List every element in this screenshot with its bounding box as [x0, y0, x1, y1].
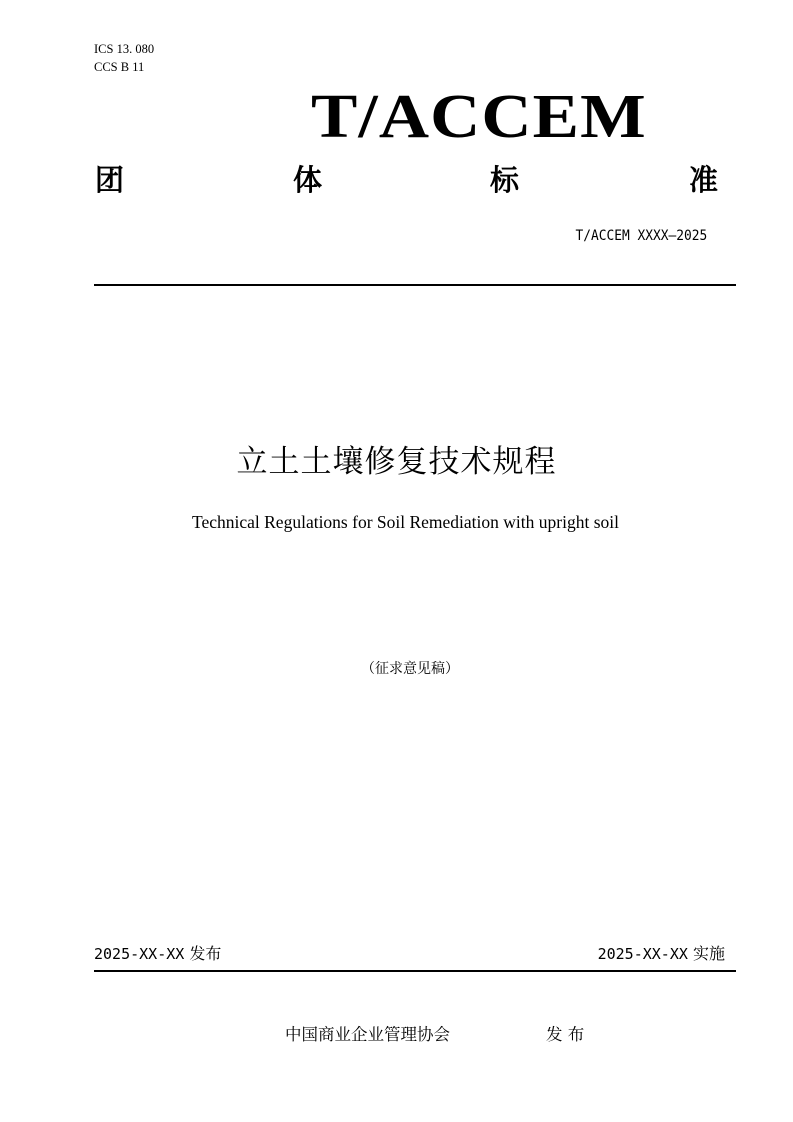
publish-date: 2025-XX-XX — [94, 945, 185, 963]
effective-date-line — [598, 943, 725, 965]
draft-status: （征求意见稿） — [361, 661, 459, 677]
document-title-english: Technical Regulations for Soil Remediation with upright soil — [192, 512, 619, 532]
ics-code: ICS 13. 080 — [94, 42, 155, 56]
standard-number: T/ACCEM XXXX—2025 — [575, 228, 707, 244]
effective-date: 2025-XX-XX — [597, 945, 688, 963]
standard-type-char-3: 标 — [490, 163, 520, 197]
issue-label: 发 布 — [546, 1025, 585, 1044]
standard-type-char-4: 准 — [689, 163, 719, 197]
ccs-code: CCS B 11 — [94, 60, 145, 74]
standard-type-char-1: 团 — [95, 163, 125, 197]
issuing-organization: 中国商业企业管理协会 — [285, 1025, 450, 1044]
footer-divider — [94, 970, 736, 972]
header-divider — [94, 284, 736, 286]
publish-label: 发布 — [189, 944, 222, 963]
effective-label: 实施 — [692, 944, 725, 963]
standard-type-char-2: 体 — [293, 163, 323, 197]
brand-logo-text: T/ACCEM — [311, 83, 647, 151]
document-title-chinese: 立土土壤修复技术规程 — [236, 444, 557, 480]
classification-codes — [94, 40, 154, 76]
publish-date-line — [94, 943, 221, 965]
